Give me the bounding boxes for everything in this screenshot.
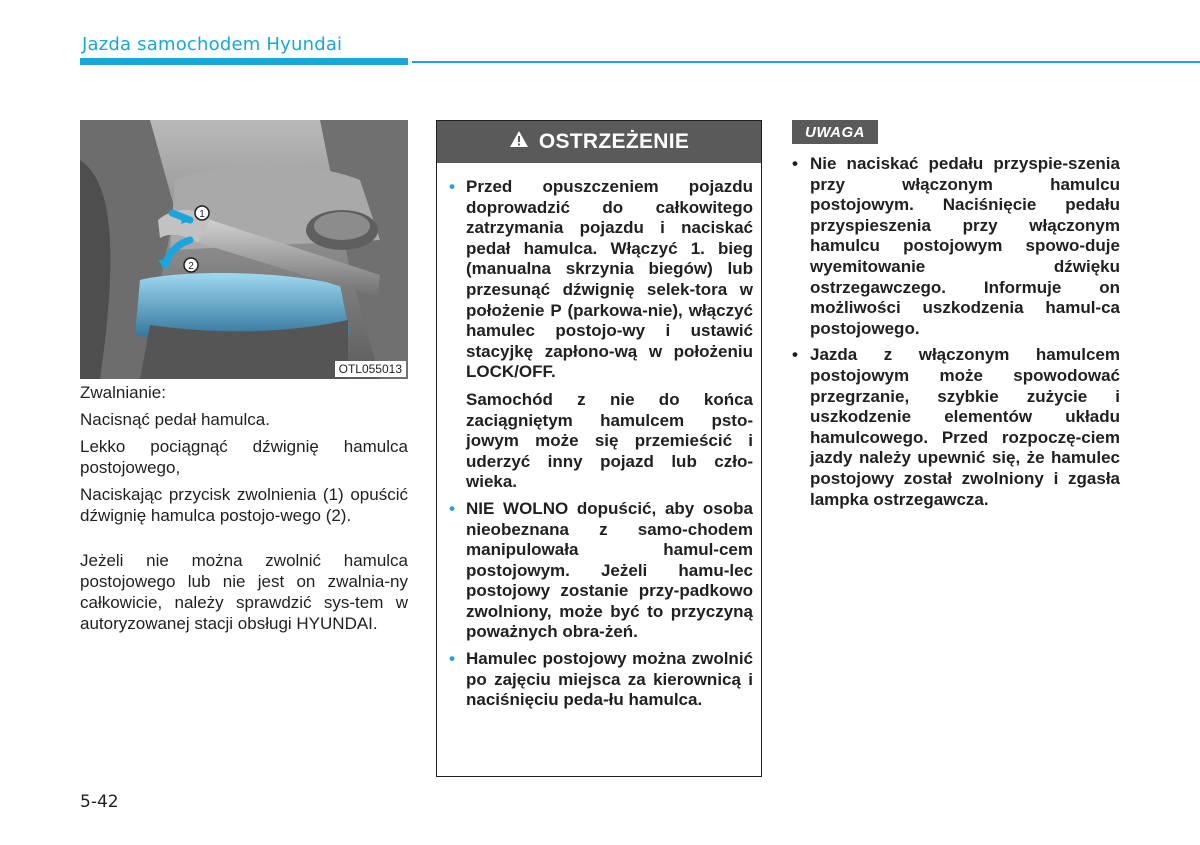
warning-item <box>449 499 753 643</box>
warning-triangle-icon <box>509 130 529 154</box>
release-step: Nacisnąć pedał hamulca. <box>80 410 270 429</box>
callout-2-label: 2 <box>188 261 194 272</box>
bullet-icon: • <box>449 177 455 196</box>
release-note: Jeżeli nie można zwolnić hamulca postojowego lub nie jest on zwalnia-ny całkowicie, należy sprawdzić sys-tem w autoryzowanej stacji obsługi HYUNDAI. <box>80 551 408 633</box>
bullet-icon: • <box>792 345 798 365</box>
release-instructions <box>80 382 408 640</box>
warning-title: OSTRZEŻENIE <box>538 130 690 153</box>
warning-header <box>437 121 761 163</box>
warning-item <box>449 649 753 711</box>
warning-item <box>449 177 753 493</box>
caution-item-text: Nie naciskać pedału przyspie-szenia przy włączonym hamulcu postojowym. Naciśnięcie pedału przyspieszenia przy włączonym hamulcu postojowym spowo-duje wyemitowanie dźwięku ostrzegawczego. Informuje on możliwości uszkodzenia hamul-ca postojowego. <box>810 154 1120 338</box>
callout-1-label: 1 <box>199 209 205 220</box>
parking-brake-photo <box>80 120 408 379</box>
release-step: Lekko pociągnąć dźwignię hamulca postojowego, <box>80 437 408 477</box>
release-heading: Zwalnianie: <box>80 383 166 402</box>
warning-item-extra: Samochód z nie do końca zaciągniętym hamulcem psto-jowym może się przemieścić i uderzyć inny pojazd lub czło-wieka. <box>466 389 753 492</box>
bullet-icon: • <box>449 649 455 669</box>
warning-item-text: Hamulec postojowy można zwolnić po zajęciu miejsca za kierownicą i naciśnięciu peda-łu hamulca. <box>466 649 753 710</box>
header-title: Jazda samochodem Hyundai <box>82 34 343 55</box>
bullet-icon: • <box>449 498 455 518</box>
caution-list <box>792 154 1120 516</box>
warning-box <box>436 120 762 777</box>
caution-item <box>792 345 1120 510</box>
release-step: Naciskając przycisk zwolnienia (1) opuścić dźwignię hamulca postojo-wego (2). <box>80 485 408 525</box>
header-rule <box>412 61 1200 63</box>
page-number: 5-42 <box>80 792 119 812</box>
warning-item-text: Przed opuszczeniem pojazdu doprowadzić do całkowitego zatrzymania pojazdu i naciskać pedał hamulca. Włączyć 1. bieg (manualna skrzynia biegów) lub przesunąć dźwignię selek-tora w położenie P (parkowa-nie), włączyć hamulec postojo-wy i ustawić stacyjkę zapłono-wą w położeniu LOCK/OFF. <box>466 177 753 382</box>
bullet-icon: • <box>792 154 798 173</box>
header-bar <box>80 58 408 65</box>
warning-item-text: NIE WOLNO dopuścić, aby osoba nieobeznana z samo-chodem manipulowała hamul-cem postojowym. Jeżeli hamu-lec postojowy zostanie przy-padkowo zwolniony, może być to przyczyną poważnych obra-żeń. <box>466 498 753 642</box>
caution-item-text: Jazda z włączonym hamulcem postojowym może spowodować przegrzanie, szybkie zużycie i uszkodzenie elementów układu hamulcowego. Przed rozpoczę-ciem jazdy należy upewnić się, że hamulec postojowy został zwolniony i zgasła lampka ostrzegawcza. <box>810 345 1120 509</box>
photo-code: OTL055013 <box>335 361 406 377</box>
caution-item <box>792 154 1120 339</box>
caution-label: UWAGA <box>792 120 878 144</box>
warning-list <box>449 177 753 717</box>
